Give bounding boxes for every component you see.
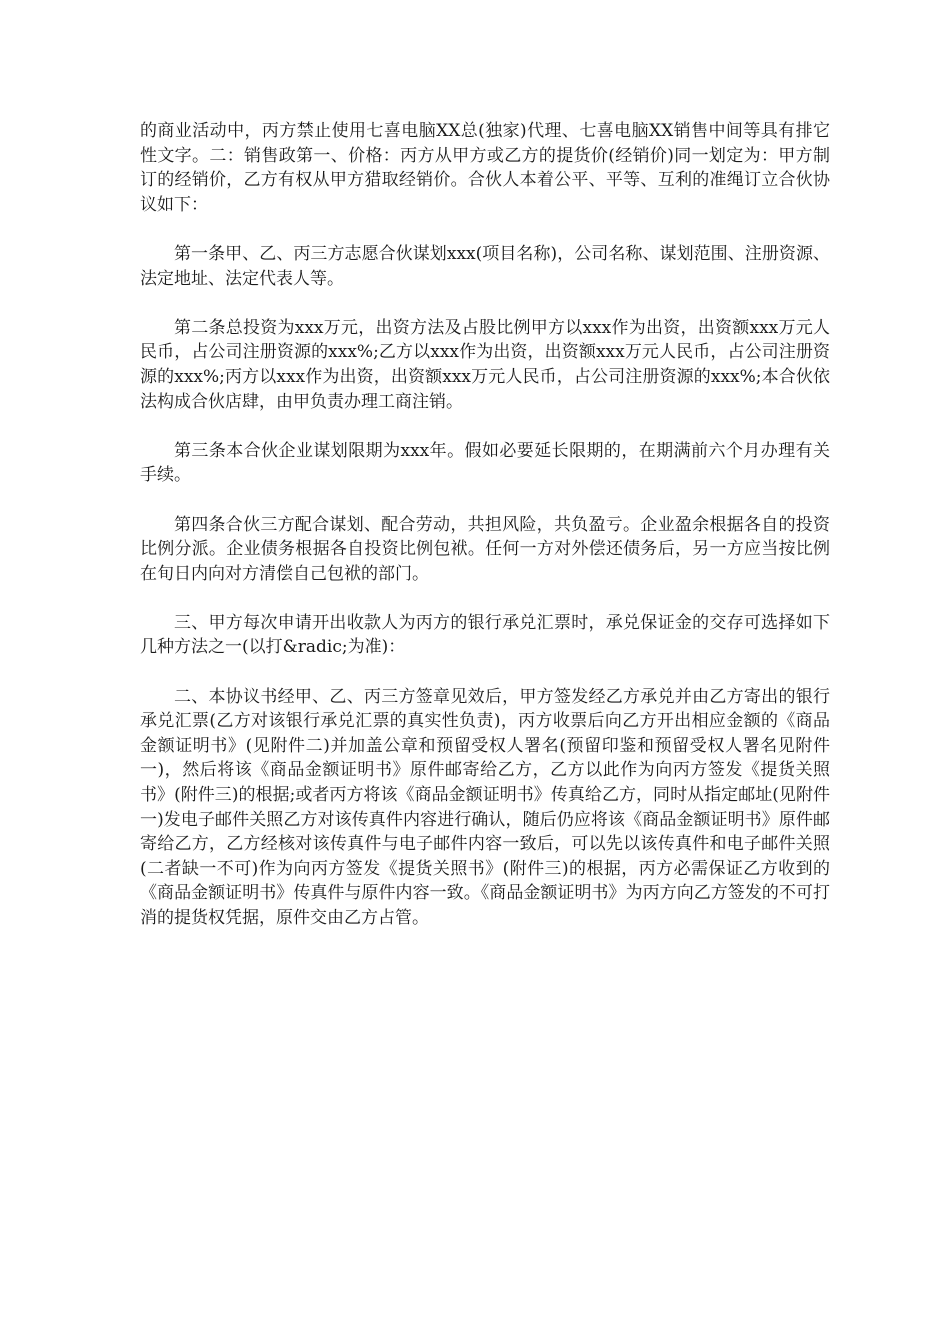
paragraph-article-2: 第二条总投资为xxx万元，出资方法及占股比例甲方以xxx作为出资，出资额xxx万元人民币，占公司注册资源的xxx%;乙方以xxx作为出资，出资额xxx万元人民币，占公司注册资源的xxx%;丙方以xxx作为出资，出资额xxx万元人民币，占公司注册资源的xxx%;本合伙依法构成合伙店肆，由甲负责办理工商注销。 — [140, 317, 830, 412]
paragraph-article-1: 第一条甲、乙、丙三方志愿合伙谋划xxx(项目名称)，公司名称、谋划范围、注册资源、法定地址、法定代表人等。 — [140, 243, 830, 289]
document-body — [140, 119, 830, 955]
paragraph-article-3: 第三条本合伙企业谋划限期为xxx年。假如必要延长限期的，在期满前六个月办理有关手续。 — [140, 440, 830, 486]
paragraph-section-2: 二、本协议书经甲、乙、丙三方签章见效后，甲方签发经乙方承兑并由乙方寄出的银行承兑汇票(乙方对该银行承兑汇票的真实性负责)，丙方收票后向乙方开出相应金额的《商品金额证明书》(见附件二)并加盖公章和预留受权人署名(预留印鉴和预留受权人署名见附件一)，然后将该《商品金额证明书》原件邮寄给乙方，乙方以此作为向丙方签发《提货关照书》(附件三)的根据;或者丙方将该《商品金额证明书》传真给乙方，同时从指定邮址(见附件一)发电子邮件关照乙方对该传真件内容进行确认，随后仍应将该《商品金额证明书》原件邮寄给乙方，乙方经核对该传真件与电子邮件内容一致后，可以先以该传真件和电子邮件关照(二者缺一不可)作为向丙方签发《提货关照书》(附件三)的根据，丙方必需保证乙方收到的《商品金额证明书》传真件与原件内容一致。《商品金额证明书》为丙方向乙方签发的不可打消的提货权凭据，原件交由乙方占管。 — [140, 686, 830, 928]
paragraph-intro: 的商业活动中，丙方禁止使用七喜电脑XX总(独家)代理、七喜电脑XX销售中间等具有排它性文字。二：销售政第一、价格：丙方从甲方或乙方的提货价(经销价)同一划定为：甲方制订的经销价，乙方有权从甲方猎取经销价。合伙人本着公平、平等、互利的准绳订立合伙协议如下： — [140, 121, 830, 215]
paragraph-section-3: 三、甲方每次申请开出收款人为丙方的银行承兑汇票时，承兑保证金的交存可选择如下几种方法之一(以打&radic;为准)： — [140, 612, 830, 658]
paragraph-article-4: 第四条合伙三方配合谋划、配合劳动，共担风险，共负盈亏。企业盈余根据各自的投资比例分派。企业债务根据各自投资比例包袱。任何一方对外偿还债务后，另一方应当按比例在旬日内向对方清偿自己包袱的部门。 — [140, 514, 830, 584]
